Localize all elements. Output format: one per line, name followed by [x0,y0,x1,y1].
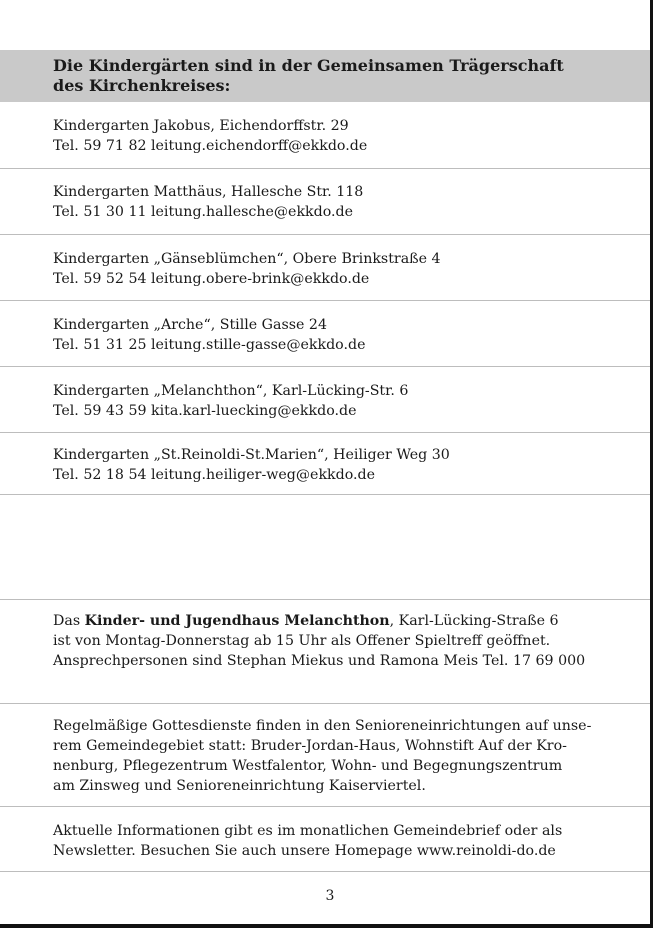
divider [0,366,650,367]
section-heading [53,56,613,96]
kindergarten-name: Kindergarten Matthäus, Hallesche Str. 118 [53,184,364,200]
youth-house-line-3: Ansprechpersonen sind Stephan Miekus und Ramona Meis Tel. 17 69 000 [53,653,586,669]
kindergarten-entry [53,315,623,355]
kindergarten-entry [53,182,623,222]
page-edge-bottom [0,924,653,928]
kindergarten-contact: Tel. 51 30 11 leitung.hallesche@ekkdo.de [53,204,354,220]
divider [0,300,650,301]
page-edge-right [650,0,653,928]
kindergarten-contact: Tel. 59 71 82 leitung.eichendorff@ekkdo.de [53,138,368,154]
youth-house-address: , Karl-Lücking-Straße 6 [389,613,559,629]
kindergarten-contact: Tel. 59 52 54 leitung.obere-brink@ekkdo.de [53,271,370,287]
kindergarten-entry [53,445,623,485]
youth-house-line-2: ist von Montag-Donnerstag ab 15 Uhr als Offener Spieltreff geöffnet. [53,633,551,649]
info-paragraph [53,821,623,861]
services-paragraph [53,716,623,796]
divider [0,871,650,872]
services-line-1: Regelmäßige Gottesdienste finden in den Senioreneinrichtungen auf unse- [53,718,592,734]
services-line-2: rem Gemeindegebiet statt: Bruder-Jordan-Haus, Wohnstift Auf der Kro- [53,738,567,754]
heading-line-1: Die Kindergärten sind in der Gemeinsamen Trägerschaft [53,56,564,75]
kindergarten-contact: Tel. 59 43 59 kita.karl-luecking@ekkdo.de [53,403,357,419]
kindergarten-contact: Tel. 51 31 25 leitung.stille-gasse@ekkdo.de [53,337,366,353]
youth-house-name: Kinder- und Jugendhaus Melanchthon [84,613,390,629]
divider [0,494,650,495]
page-number: 3 [325,888,335,904]
services-line-3: nenburg, Pflegezentrum Westfalentor, Wohn- und Begegnungszentrum [53,758,563,774]
youth-house-prefix: Das [53,613,85,629]
info-line-1: Aktuelle Informationen gibt es im monatlichen Gemeindebrief oder als [53,823,563,839]
kindergarten-name: Kindergarten „Gänseblümchen“, Obere Brinkstraße 4 [53,251,441,267]
heading-line-2: des Kirchenkreises: [53,76,231,95]
youth-house-line-1 [53,611,623,631]
kindergarten-name: Kindergarten „St.Reinoldi-St.Marien“, Heiliger Weg 30 [53,447,450,463]
divider [0,703,650,704]
kindergarten-name: Kindergarten „Arche“, Stille Gasse 24 [53,317,327,333]
kindergarten-name: Kindergarten „Melanchthon“, Karl-Lücking-Str. 6 [53,383,409,399]
kindergarten-entry [53,116,623,156]
services-line-4: am Zinsweg und Senioreneinrichtung Kaiserviertel. [53,778,426,794]
divider [0,806,650,807]
divider [0,599,650,600]
divider [0,234,650,235]
kindergarten-entry [53,249,623,289]
info-line-2: Newsletter. Besuchen Sie auch unsere Homepage www.reinoldi-do.de [53,843,556,859]
kindergarten-contact: Tel. 52 18 54 leitung.heiliger-weg@ekkdo.de [53,467,376,483]
divider [0,168,650,169]
kindergarten-name: Kindergarten Jakobus, Eichendorffstr. 29 [53,118,349,134]
youth-house-paragraph [53,611,623,671]
divider [0,432,650,433]
kindergarten-entry [53,381,623,421]
